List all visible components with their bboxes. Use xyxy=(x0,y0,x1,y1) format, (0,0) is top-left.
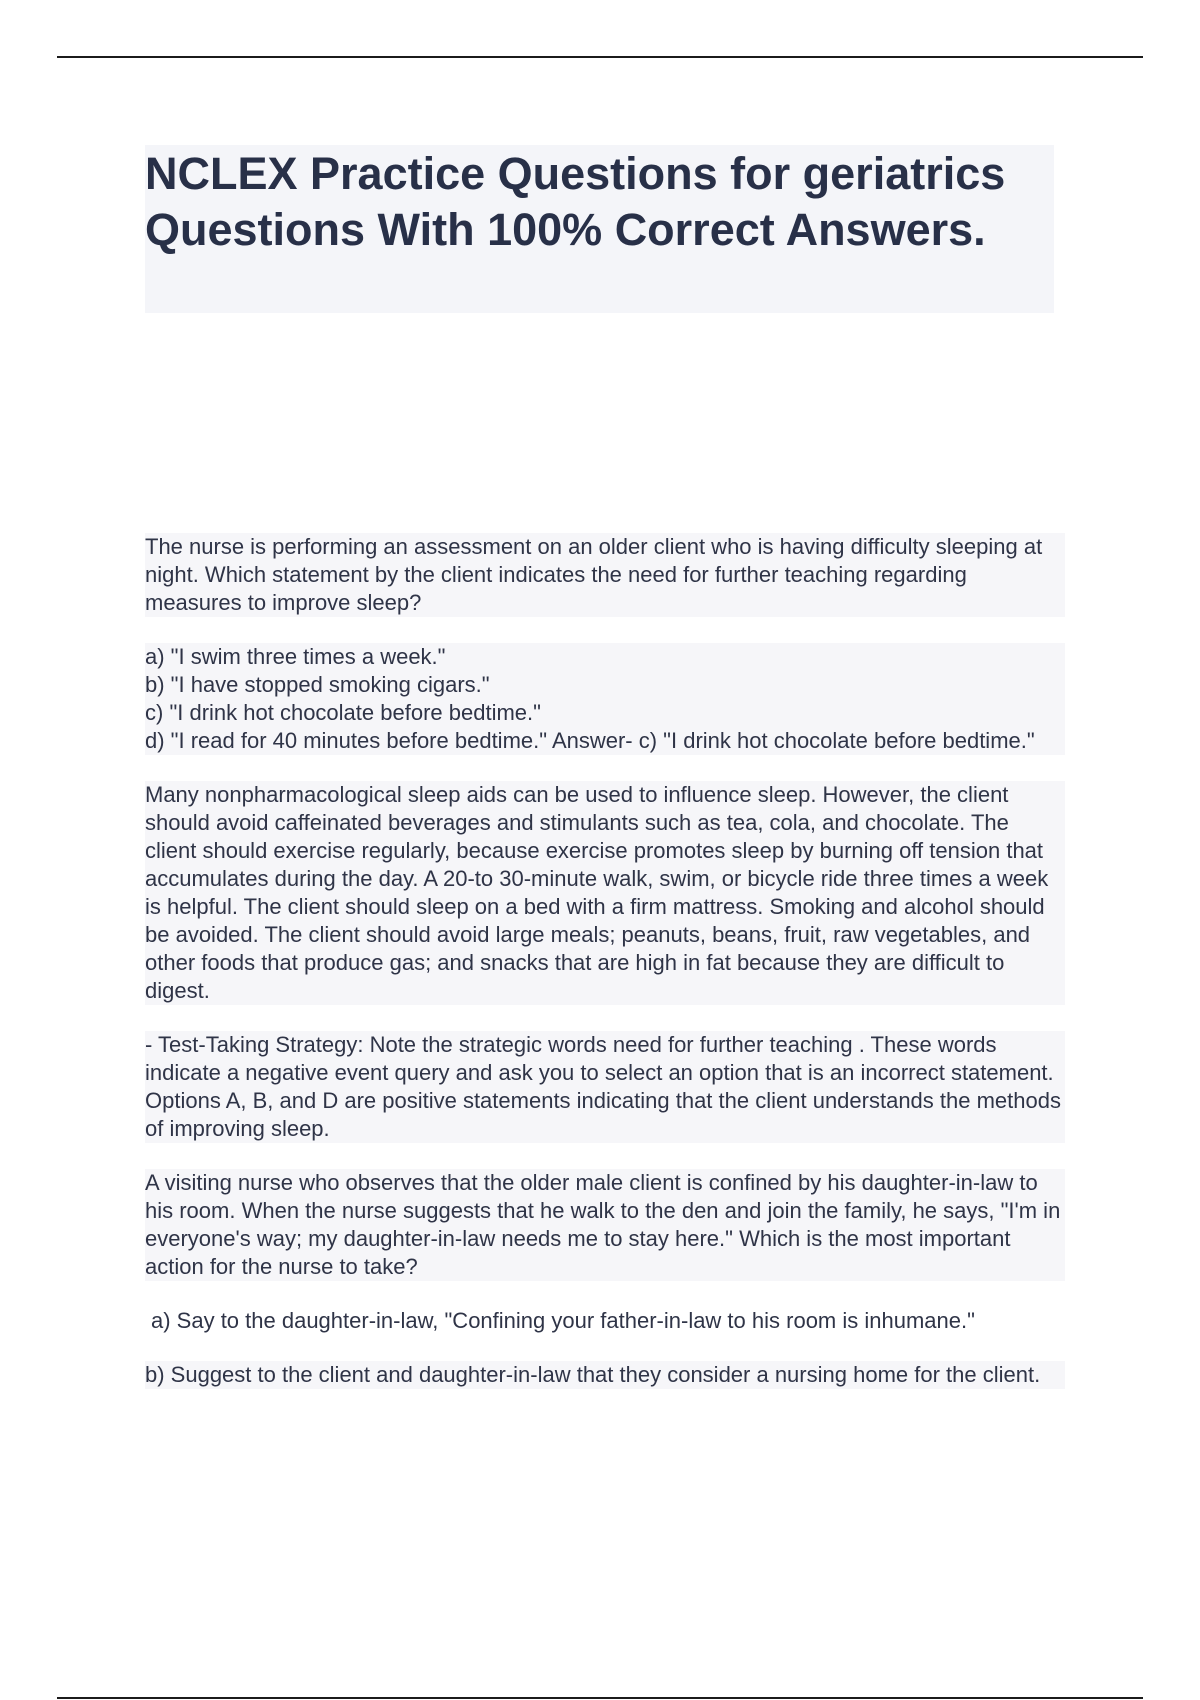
question-1-stem: The nurse is performing an assessment on an older client who is having difficulty sleeping at night. Which statement by the client indicates the need for further teaching regarding measures to improve sleep? xyxy=(145,533,1065,617)
question-1-option-c: c) "I drink hot chocolate before bedtime." xyxy=(145,699,1065,727)
question-2-option-b: b) Suggest to the client and daughter-in-law that they consider a nursing home for the client. xyxy=(145,1361,1065,1389)
question-1-strategy: - Test-Taking Strategy: Note the strategic words need for further teaching . These words indicate a negative event query and ask you to select an option that is an incorrect statement. Options A, B, and D are positive statements indicating that the client understands the methods of improving sleep. xyxy=(145,1031,1065,1143)
question-1-option-d-answer: d) "I read for 40 minutes before bedtime." Answer- c) "I drink hot chocolate before bedtime." xyxy=(145,727,1065,755)
question-2-stem: A visiting nurse who observes that the older male client is confined by his daughter-in-law to his room. When the nurse suggests that he walk to the den and join the family, he says, "I'm in everyone's way; my daughter-in-law needs me to stay here." Which is the most important action for the nurse to take? xyxy=(145,1169,1065,1281)
document-title: NCLEX Practice Questions for geriatrics Questions With 100% Correct Answers. xyxy=(145,148,1006,255)
question-1-rationale: Many nonpharmacological sleep aids can be used to influence sleep. However, the client should avoid caffeinated beverages and stimulants such as tea, cola, and chocolate. The client should exercise regularly, because exercise promotes sleep by burning off tension that accumulates during the day. A 20-to 30-minute walk, swim, or bicycle ride three times a week is helpful. The client should sleep on a bed with a firm mattress. Smoking and alcohol should be avoided. The client should avoid large meals; peanuts, beans, fruit, raw vegetables, and other foods that produce gas; and snacks that are high in fat because they are difficult to digest. xyxy=(145,781,1065,1005)
document-body xyxy=(145,533,1065,1389)
bottom-rule xyxy=(57,1697,1143,1699)
question-1-option-a: a) "I swim three times a week." xyxy=(145,643,1065,671)
top-rule xyxy=(57,56,1143,58)
question-1-option-b: b) "I have stopped smoking cigars." xyxy=(145,671,1065,699)
question-2-option-a xyxy=(145,1307,1065,1335)
question-2-option-a-text: a) Say to the daughter-in-law, "Confining your father-in-law to his room is inhumane." xyxy=(151,1308,975,1333)
